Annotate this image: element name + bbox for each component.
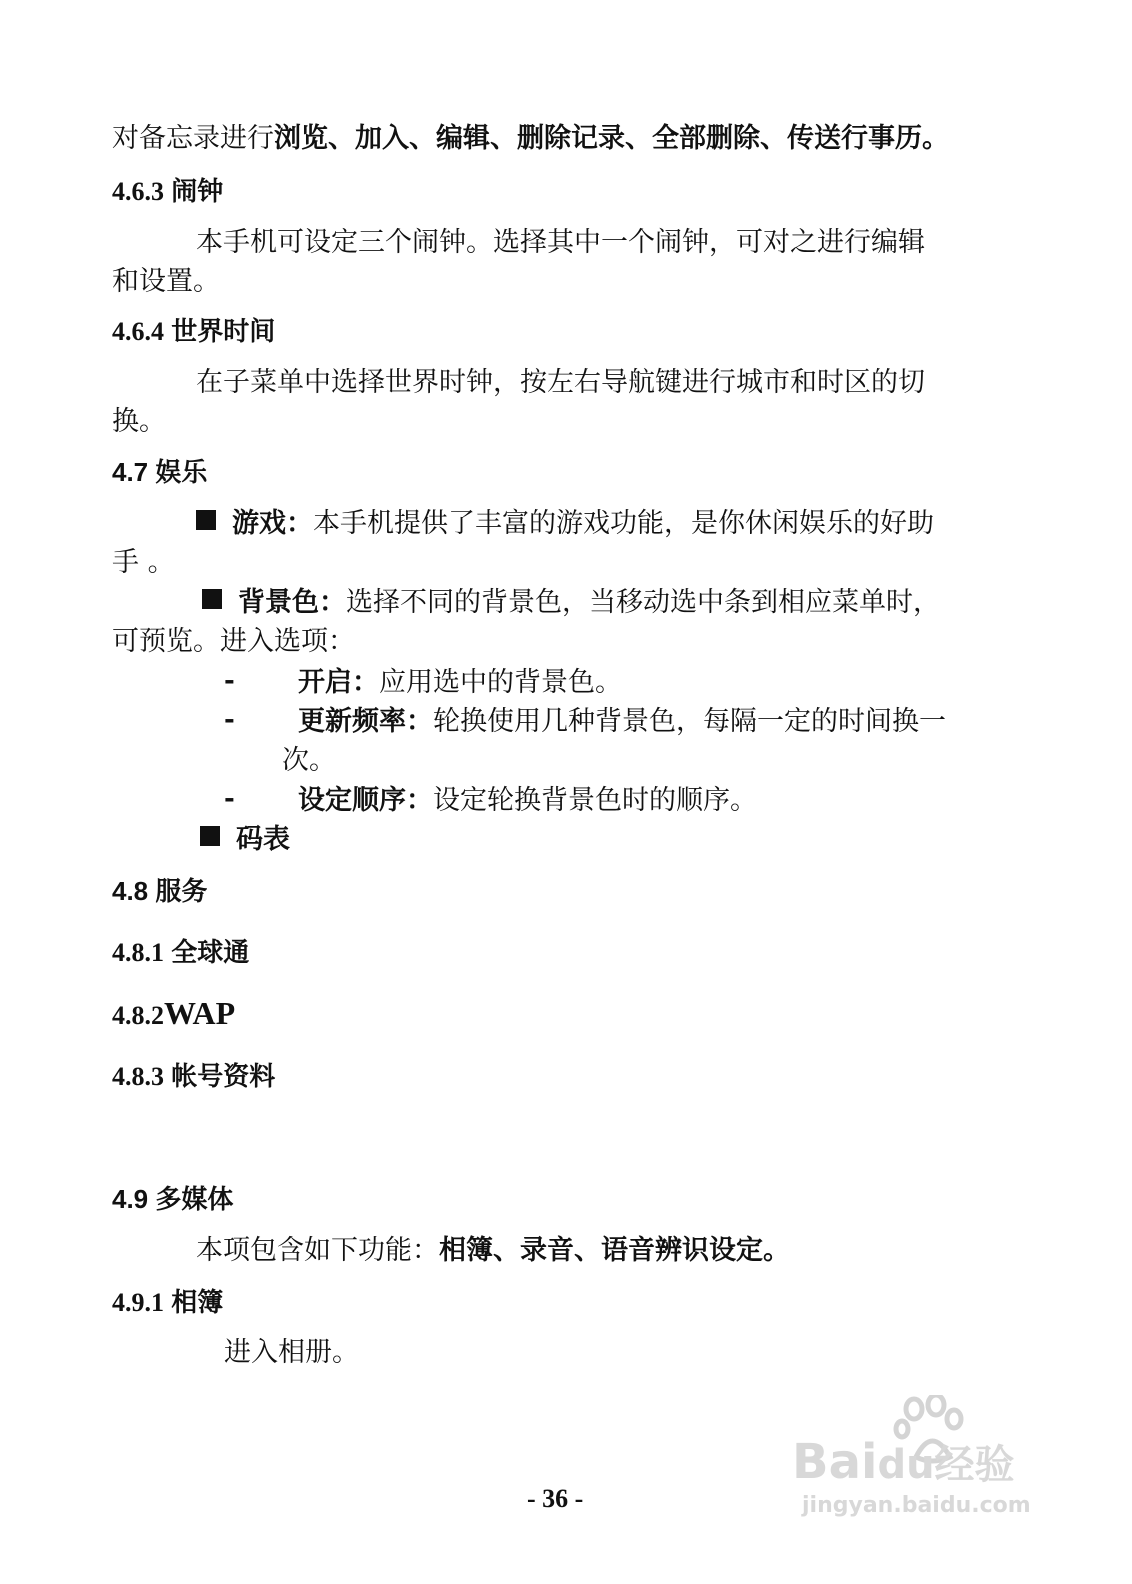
bullet-games-line2: 手 。 bbox=[112, 547, 175, 578]
watermark-url: jingyan.baidu.com bbox=[802, 1493, 1031, 1518]
bullet-label: 背景色： bbox=[238, 587, 346, 618]
option-text: 应用选中的背景色。 bbox=[379, 667, 622, 698]
heading-title: 闹钟 bbox=[171, 176, 224, 206]
heading-title: 多媒体 bbox=[155, 1184, 234, 1214]
heading-title: 娱乐 bbox=[155, 457, 208, 487]
dash-marker: - bbox=[224, 666, 235, 696]
world-time-line2: 换。 bbox=[112, 406, 166, 437]
heading-number: 4.8.2 bbox=[112, 1001, 164, 1030]
bullet-label: 码表 bbox=[236, 824, 290, 855]
heading-number: 4.9.1 bbox=[112, 1288, 164, 1317]
heading-number: 4.7 bbox=[112, 457, 149, 487]
option-open bbox=[298, 666, 622, 700]
heading-title: 帐号资料 bbox=[171, 1061, 276, 1091]
alarm-paragraph-line2: 和设置。 bbox=[112, 266, 220, 297]
option-text: 设定轮换背景色时的顺序。 bbox=[433, 785, 757, 816]
bullet-label: 游戏： bbox=[232, 508, 313, 539]
option-update-frequency-line2: 次。 bbox=[282, 745, 336, 776]
bullet-codebook bbox=[200, 823, 290, 857]
heading-number: 4.8.3 bbox=[112, 1062, 164, 1091]
bullet-text: 选择不同的背景色，当移动选中条到相应菜单时， bbox=[346, 587, 940, 618]
heading-title: WAP bbox=[164, 995, 236, 1031]
multimedia-text: 本项包含如下功能： bbox=[196, 1235, 439, 1266]
square-bullet-icon bbox=[200, 826, 220, 846]
heading-number: 4.8.1 bbox=[112, 938, 164, 967]
option-label: 开启： bbox=[298, 667, 379, 698]
alarm-paragraph-line1: 本手机可设定三个闹钟。选择其中一个闹钟，可对之进行编辑 bbox=[196, 227, 925, 258]
dash-marker: - bbox=[224, 705, 235, 735]
heading-number: 4.9 bbox=[112, 1184, 149, 1214]
world-time-line1: 在子菜单中选择世界时钟，按左右导航键进行城市和时区的切 bbox=[196, 367, 925, 398]
heading-title: 世界时间 bbox=[171, 316, 276, 346]
heading-4-7 bbox=[112, 455, 207, 489]
multimedia-paragraph bbox=[196, 1234, 790, 1268]
heading-title: 全球通 bbox=[171, 937, 250, 967]
heading-4-9-1 bbox=[112, 1285, 223, 1320]
heading-number: 4.8 bbox=[112, 876, 149, 906]
heading-title: 服务 bbox=[155, 876, 208, 906]
heading-4-8-2 bbox=[112, 996, 235, 1033]
option-label: 更新频率： bbox=[298, 706, 433, 737]
memo-functions: 浏览、加入、编辑、删除记录、全部删除、传送行事历。 bbox=[274, 123, 949, 154]
bullet-text: 本手机提供了丰富的游戏功能，是你休闲娱乐的好助 bbox=[313, 508, 934, 539]
heading-4-6-3 bbox=[112, 174, 223, 209]
option-text: 轮换使用几种背景色，每隔一定的时间换一 bbox=[433, 706, 946, 737]
bullet-background bbox=[202, 586, 940, 620]
bullet-background-line2: 可预览。进入选项： bbox=[112, 626, 355, 657]
multimedia-functions: 相簿、录音、语音辨识设定。 bbox=[439, 1235, 790, 1266]
bullet-games bbox=[196, 507, 934, 541]
option-set-order bbox=[298, 784, 757, 818]
heading-4-8-1 bbox=[112, 935, 249, 970]
dash-marker: - bbox=[224, 784, 235, 814]
heading-4-6-4 bbox=[112, 314, 275, 349]
heading-number: 4.6.3 bbox=[112, 177, 164, 206]
heading-4-8 bbox=[112, 874, 207, 908]
heading-title: 相簿 bbox=[171, 1287, 224, 1317]
paragraph-memo bbox=[112, 122, 949, 156]
square-bullet-icon bbox=[202, 589, 222, 609]
watermark-brand: Baidu经验 bbox=[792, 1434, 1015, 1490]
option-update-frequency bbox=[298, 705, 946, 739]
heading-4-8-3 bbox=[112, 1059, 275, 1094]
heading-number: 4.6.4 bbox=[112, 317, 164, 346]
page-number: - 36 - bbox=[527, 1484, 584, 1513]
baidu-watermark bbox=[790, 1395, 1060, 1535]
heading-4-9 bbox=[112, 1182, 233, 1216]
square-bullet-icon bbox=[196, 510, 216, 530]
option-label: 设定顺序： bbox=[298, 785, 433, 816]
memo-text: 对备忘录进行 bbox=[112, 123, 274, 154]
album-paragraph: 进入相册。 bbox=[224, 1337, 359, 1368]
